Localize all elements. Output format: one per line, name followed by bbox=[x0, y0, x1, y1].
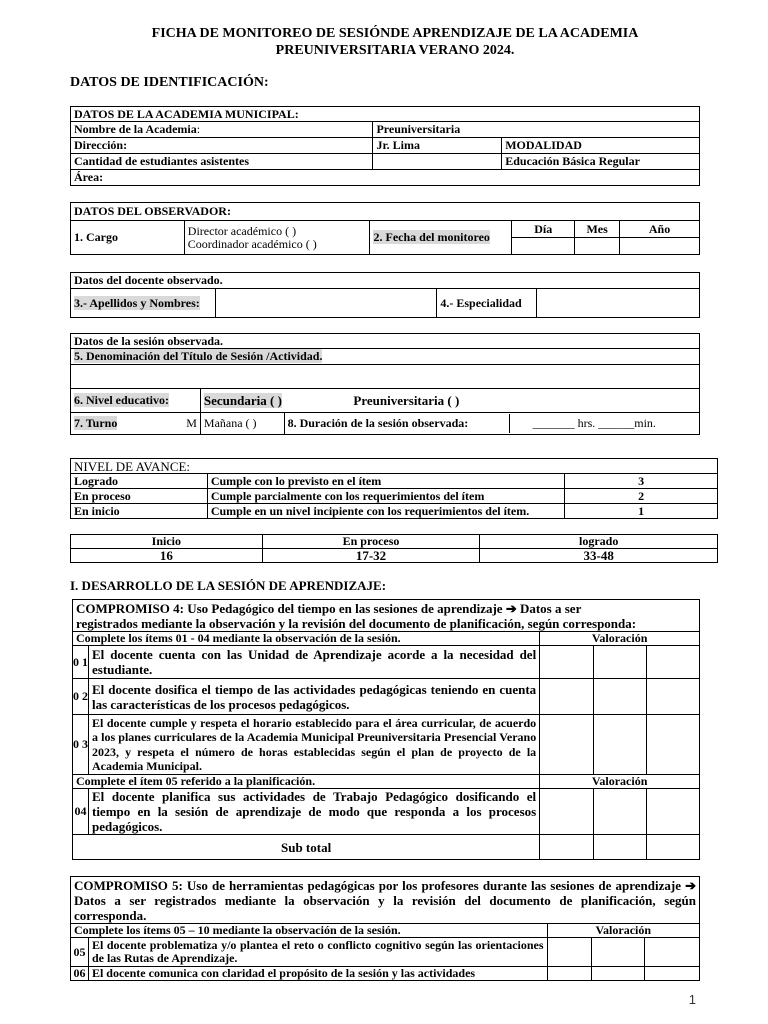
table-row: 06 El docente comunica con claridad el propósito de la sesión y las actividades bbox=[71, 967, 700, 981]
valoracion-header-3: Valoración bbox=[547, 924, 699, 938]
compromiso-5-sub1: Complete los ítems 05 – 10 mediante la observación de la sesión. bbox=[71, 924, 548, 938]
titulo-sesion-field[interactable] bbox=[71, 365, 700, 389]
titulo-sesion-label: 5. Denominación del Título de Sesión /Actividad. bbox=[71, 349, 700, 365]
nombre-value: Preuniversitaria bbox=[373, 122, 700, 138]
modalidad-label: MODALIDAD bbox=[502, 138, 700, 154]
observador-header: DATOS DEL OBSERVADOR: bbox=[71, 203, 700, 221]
table-row: 0 1 El docente cuenta con las Unidad de Aprendizaje acorde a la necesidad del estudiante. bbox=[73, 646, 700, 679]
table-row: 04 El docente planifica sus actividades de Trabajo Pedagógico dosificando el tiempo en la sesión de aprendizaje de modo que responda a los procesos pedagógicos. bbox=[73, 789, 700, 835]
nivel-avance-header: NIVEL DE AVANCE: bbox=[71, 459, 718, 474]
cargo-options[interactable]: Director académico ( ) Coordinador académico ( ) bbox=[184, 221, 370, 255]
datos-identificacion-heading: DATOS DE IDENTIFICACIÓN: bbox=[70, 75, 269, 90]
especialidad-label: 4.- Especialidad bbox=[437, 289, 537, 318]
area-label: Área: bbox=[71, 170, 700, 186]
seccion-1-heading: I. DESARROLLO DE LA SESIÓN DE APRENDIZAJE: bbox=[70, 578, 387, 593]
preuniversitaria-option[interactable]: Preuniversitaria ( ) bbox=[353, 393, 460, 408]
fecha-label: 2. Fecha del monitoreo bbox=[370, 221, 512, 255]
modalidad-value: Educación Básica Regular bbox=[502, 154, 700, 170]
rango-proceso-value: 17-32 bbox=[262, 549, 480, 563]
anio-label: Año bbox=[620, 221, 700, 238]
rango-logrado-value: 33-48 bbox=[480, 549, 718, 563]
apellidos-label: 3.- Apellidos y Nombres: bbox=[71, 289, 216, 318]
direccion-value: Jr. Lima bbox=[373, 138, 502, 154]
table-row: En inicio Cumple en un nivel incipiente con los requerimientos del ítem. 1 bbox=[71, 504, 718, 519]
cargo-label: 1. Cargo bbox=[71, 221, 185, 255]
compromiso-5-header: COMPROMISO 5: Uso de herramientas pedagógicas por los profesores durante las sesiones de aprendizaje ➔ Datos a ser registrados mediante la observación y la revisión del documento de planificación, según corresponda. bbox=[71, 877, 700, 924]
compromiso-4-sub2: Complete el ítem 05 referido a la planificación. bbox=[73, 775, 540, 789]
subtotal-label: Sub total bbox=[73, 835, 540, 860]
mes-label: Mes bbox=[575, 221, 620, 238]
anio-field[interactable] bbox=[620, 238, 700, 255]
dia-label: Día bbox=[512, 221, 575, 238]
apellidos-field[interactable] bbox=[215, 289, 437, 318]
table-row: 05 El docente problematiza y/o plantea el reto o conflicto cognitivo según las orientaciones de las Rutas de Aprendizaje. bbox=[71, 938, 700, 967]
duracion-field[interactable]: _______ hrs. ______min. bbox=[532, 416, 656, 430]
compromiso-5-table bbox=[70, 876, 700, 981]
document-title: FICHA DE MONITOREO DE SESIÓNDE APRENDIZAJE DE LA ACADEMIA PREUNIVERSITARIA VERANO 2024. bbox=[151, 26, 639, 58]
page-number: 1 bbox=[688, 992, 696, 1007]
dia-field[interactable] bbox=[512, 238, 575, 255]
valoracion-header: Valoración bbox=[540, 632, 700, 646]
rango-proceso-header: En proceso bbox=[262, 535, 480, 549]
academia-header: DATOS DE LA ACADEMIA MUNICIPAL: bbox=[71, 107, 700, 122]
cantidad-value[interactable] bbox=[373, 154, 502, 170]
docente-header: Datos del docente observado. bbox=[71, 273, 700, 289]
sesion-header: Datos de la sesión observada. bbox=[71, 334, 700, 349]
compromiso-4-table bbox=[72, 599, 700, 860]
secundaria-option[interactable]: Secundaria ( ) bbox=[203, 393, 282, 408]
nivel-label: 6. Nivel educativo: bbox=[71, 389, 201, 413]
rangos-table bbox=[70, 534, 718, 563]
rango-inicio-header: Inicio bbox=[71, 535, 263, 549]
especialidad-field[interactable] bbox=[537, 289, 700, 318]
rango-logrado-header: logrado bbox=[480, 535, 718, 549]
table-row: En proceso Cumple parcialmente con los requerimientos del ítem 2 bbox=[71, 489, 718, 504]
duracion-cell: 8. Duración de la sesión observada: _______ hrs. ______min. bbox=[284, 413, 699, 435]
direccion-label: Dirección: bbox=[71, 138, 373, 154]
table-row: 0 3 El docente cumple y respeta el horario establecido para el área curricular, de acuerdo a los planes curriculares de la Academia Municipal Preuniversitaria Presencial Verano 2023, y respeta el número de horas establecidas según el plan de proyecto de la Academia Municipal. bbox=[73, 715, 700, 775]
compromiso-4-sub1: Complete los ítems 01 - 04 mediante la observación de la sesión. bbox=[73, 632, 540, 646]
nombre-label: Nombre de la Academia: bbox=[71, 122, 373, 138]
nivel-options[interactable] bbox=[200, 389, 699, 413]
observador-table bbox=[70, 202, 700, 255]
rango-inicio-value: 16 bbox=[71, 549, 263, 563]
mes-field[interactable] bbox=[575, 238, 620, 255]
sesion-table bbox=[70, 333, 700, 435]
nivel-avance-table bbox=[70, 458, 718, 519]
turno-label: 7. Turno M bbox=[71, 413, 201, 435]
cantidad-label: Cantidad de estudiantes asistentes bbox=[71, 154, 373, 170]
docente-table bbox=[70, 272, 700, 318]
table-row: Logrado Cumple con lo previsto en el ítem 3 bbox=[71, 474, 718, 489]
manana-option[interactable]: Mañana ( ) bbox=[200, 413, 284, 435]
compromiso-4-header: COMPROMISO 4: Uso Pedagógico del tiempo en las sesiones de aprendizaje ➔ Datos a ser registrados mediante la observación y la revisión del documento de planificación, según corresponda: bbox=[73, 600, 700, 632]
table-row: 0 2 El docente dosifica el tiempo de las actividades pedagógicas teniendo en cuenta las características de los procesos pedagógicos. bbox=[73, 679, 700, 715]
valoracion-header-2: Valoración bbox=[540, 775, 700, 789]
academia-table bbox=[70, 106, 700, 186]
